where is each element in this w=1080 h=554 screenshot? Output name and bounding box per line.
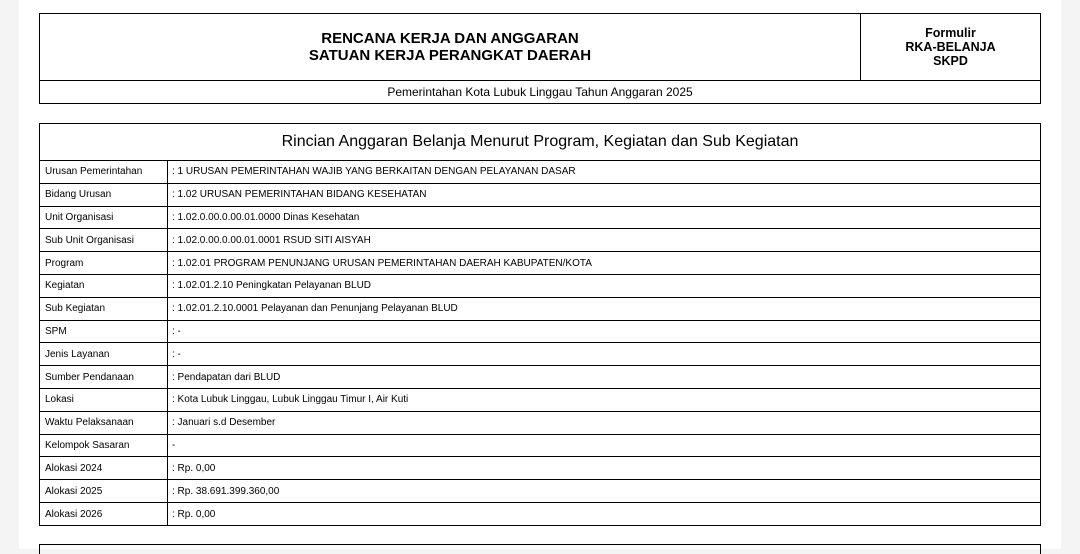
row-value: : 1.02.01.2.10 Peningkatan Pelayanan BLUD	[172, 280, 372, 292]
table-row	[40, 412, 1040, 435]
table-row	[40, 366, 1040, 389]
table-row	[40, 480, 1040, 503]
title-line-2: SATUAN KERJA PERANGKAT DAERAH	[308, 47, 592, 64]
table-row	[40, 321, 1040, 344]
row-label: Urusan Pemerintahan	[40, 161, 168, 183]
row-label: Waktu Pelaksanaan	[40, 412, 168, 434]
row-value: : Rp. 0,00	[172, 508, 216, 520]
table-row	[40, 298, 1040, 321]
form-line-1: Formulir	[925, 26, 976, 40]
row-value: : Rp. 38.691.399.360,00	[172, 485, 280, 497]
row-label: Bidang Urusan	[40, 184, 168, 206]
row-label: Kegiatan	[40, 275, 168, 297]
row-value: : Pendapatan dari BLUD	[172, 371, 281, 383]
row-label: Alokasi 2024	[40, 457, 168, 479]
row-value: : Rp. 0,00	[172, 462, 216, 474]
header-subtitle: Pemerintahan Kota Lubuk Linggau Tahun Anggaran 2025	[387, 85, 693, 99]
section-title: Rincian Anggaran Belanja Menurut Program, Kegiatan dan Sub Kegiatan	[40, 124, 1040, 161]
table-row	[40, 435, 1040, 458]
row-label: Kelompok Sasaran	[40, 435, 168, 457]
table-row	[40, 457, 1040, 480]
title-line-1: RENCANA KERJA DAN ANGGARAN	[321, 30, 579, 47]
row-label: Sumber Pendanaan	[40, 366, 168, 388]
header-top	[40, 14, 1040, 81]
form-label	[861, 14, 1040, 80]
row-value: : 1 URUSAN PEMERINTAHAN WAJIB YANG BERKAITAN DENGAN PELAYANAN DASAR	[172, 166, 576, 178]
document-title	[40, 14, 861, 80]
row-label: Sub Unit Organisasi	[40, 229, 168, 251]
row-value: : -	[172, 325, 181, 337]
row-value: : Januari s.d Desember	[172, 417, 276, 429]
row-value: : Kota Lubuk Linggau, Lubuk Linggau Timur I, Air Kuti	[172, 394, 409, 406]
table-row	[40, 252, 1040, 275]
row-label: Sub Kegiatan	[40, 298, 168, 320]
table-row	[40, 389, 1040, 412]
row-value: : 1.02.01 PROGRAM PENUNJANG URUSAN PEMERINTAHAN DAERAH KABUPATEN/KOTA	[172, 257, 592, 269]
form-line-2: RKA-BELANJA	[905, 40, 996, 54]
detail-table	[39, 123, 1041, 526]
row-value: : -	[172, 348, 181, 360]
table-row	[40, 207, 1040, 230]
row-label: Alokasi 2025	[40, 480, 168, 502]
table-row	[40, 343, 1040, 366]
row-value: : 1.02 URUSAN PEMERINTAHAN BIDANG KESEHATAN	[172, 189, 427, 201]
row-value: : 1.02.01.2.10.0001 Pelayanan dan Penunjang Pelayanan BLUD	[172, 303, 458, 315]
row-value: : 1.02.0.00.0.00.01.0001 RSUD SITI AISYAH	[172, 234, 371, 246]
row-label: SPM	[40, 321, 168, 343]
row-label: Jenis Layanan	[40, 343, 168, 365]
next-table-edge	[39, 544, 1041, 554]
table-row	[40, 161, 1040, 184]
row-value: -	[172, 439, 176, 451]
row-value: : 1.02.0.00.0.00.01.0000 Dinas Kesehatan	[172, 211, 360, 223]
row-label: Lokasi	[40, 389, 168, 411]
table-row	[40, 184, 1040, 207]
table-row	[40, 275, 1040, 298]
form-line-3: SKPD	[933, 54, 968, 68]
row-label: Program	[40, 252, 168, 274]
row-label: Unit Organisasi	[40, 207, 168, 229]
header-box	[39, 13, 1041, 104]
row-label: Alokasi 2026	[40, 503, 168, 526]
table-row	[40, 503, 1040, 526]
table-row	[40, 229, 1040, 252]
